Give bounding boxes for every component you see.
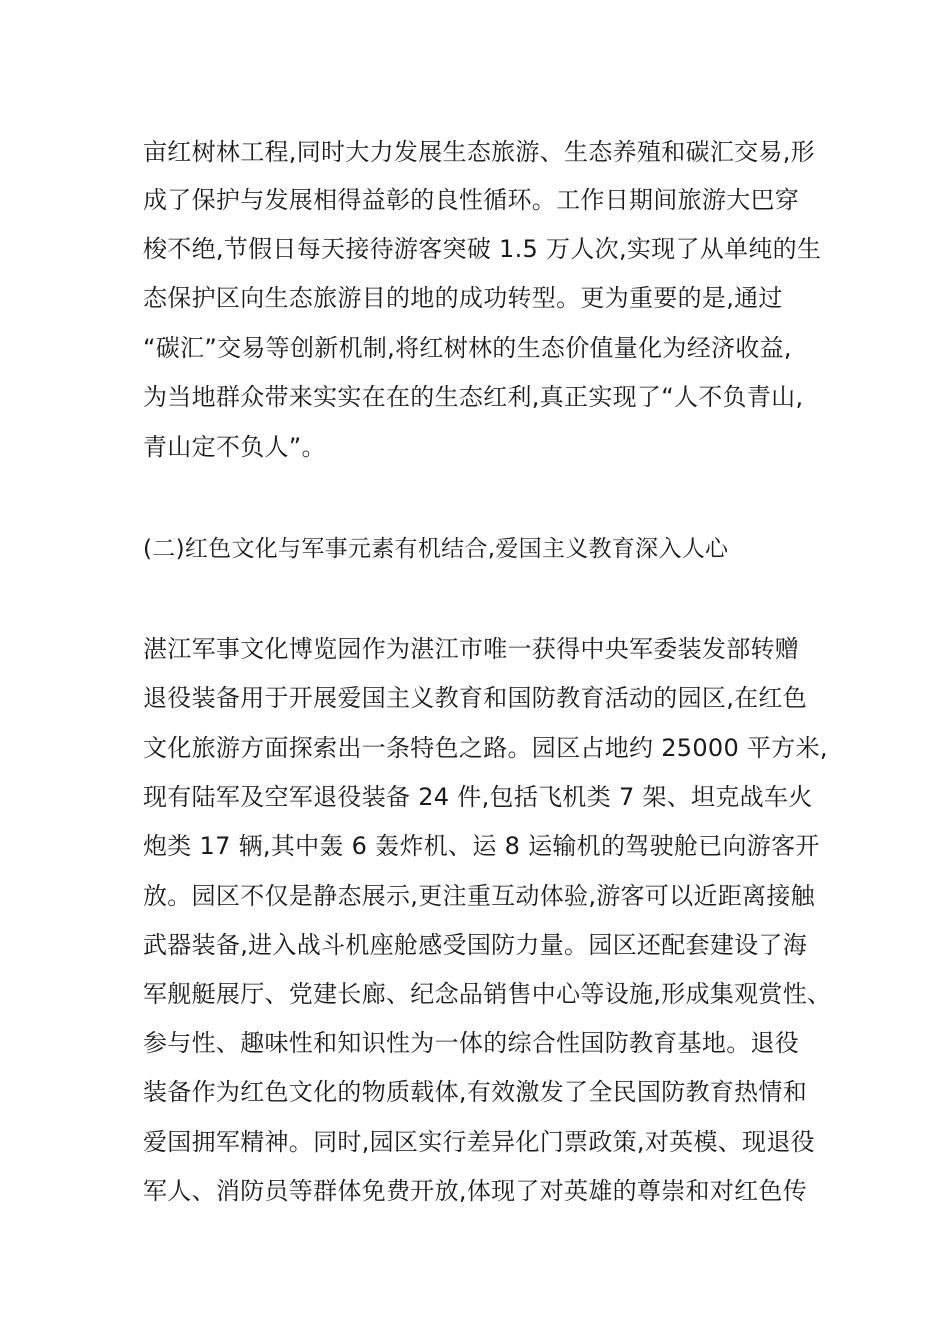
paragraph-1-line-2: 成了保护与发展相得益彰的良性循环。工作日期间旅游大巴穿	[143, 186, 800, 214]
paragraph-1-line-1: 亩红树林工程,同时大力发展生态旅游、生态养殖和碳汇交易,形	[143, 138, 815, 166]
paragraph-2-line-5: 炮类 17 辆,其中轰 6 轰炸机、运 8 运输机的驾驶舱已向游客开	[143, 832, 820, 860]
paragraph-2-line-11: 爱国拥军精神。同时,园区实行差异化门票政策,对英模、现退役	[143, 1128, 815, 1156]
paragraph-1-line-7: 青山定不负人”。	[143, 433, 326, 461]
paragraph-2-line-8: 军舰艇展厅、党建长廊、纪念品销售中心等设施,形成集观赏性、	[143, 980, 832, 1008]
paragraph-2-line-3: 文化旅游方面探索出一条特色之路。园区占地约 25000 平方米,	[143, 734, 828, 762]
paragraph-1-line-5: “碳汇”交易等创新机制,将红树林的生态价值量化为经济收益,	[143, 334, 792, 362]
paragraph-2-line-6: 放。园区不仅是静态展示,更注重互动体验,游客可以近距离接触	[143, 882, 815, 910]
paragraph-2-line-10: 装备作为红色文化的物质载体,有效激发了全民国防教育热情和	[143, 1078, 808, 1106]
paragraph-1-line-3: 梭不绝,节假日每天接待游客突破 1.5 万人次,实现了从单纯的生	[143, 235, 822, 263]
paragraph-2-line-7: 武器装备,进入战斗机座舱感受国防力量。园区还配套建设了海	[143, 931, 808, 959]
section-heading: (二)红色文化与军事元素有机结合,爱国主义教育深入人心	[143, 536, 729, 562]
paragraph-1-line-6: 为当地群众带来实实在在的生态红利,真正实现了“人不负青山,	[143, 383, 804, 411]
paragraph-2-line-9: 参与性、趣味性和知识性为一体的综合性国防教育基地。退役	[143, 1029, 800, 1057]
paragraph-2-line-2: 退役装备用于开展爱国主义教育和国防教育活动的园区,在红色	[143, 684, 808, 712]
paragraph-1-line-4: 态保护区向生态旅游目的地的成功转型。更为重要的是,通过	[143, 284, 783, 312]
paragraph-2-line-4: 现有陆军及空军退役装备 24 件,包括飞机类 7 架、坦克战车火	[143, 783, 813, 811]
paragraph-2-line-12: 军人、消防员等群体免费开放,体现了对英雄的尊崇和对红色传	[143, 1177, 808, 1205]
paragraph-2-line-1: 湛江军事文化博览园作为湛江市唯一获得中央军委装发部转赠	[143, 635, 800, 663]
